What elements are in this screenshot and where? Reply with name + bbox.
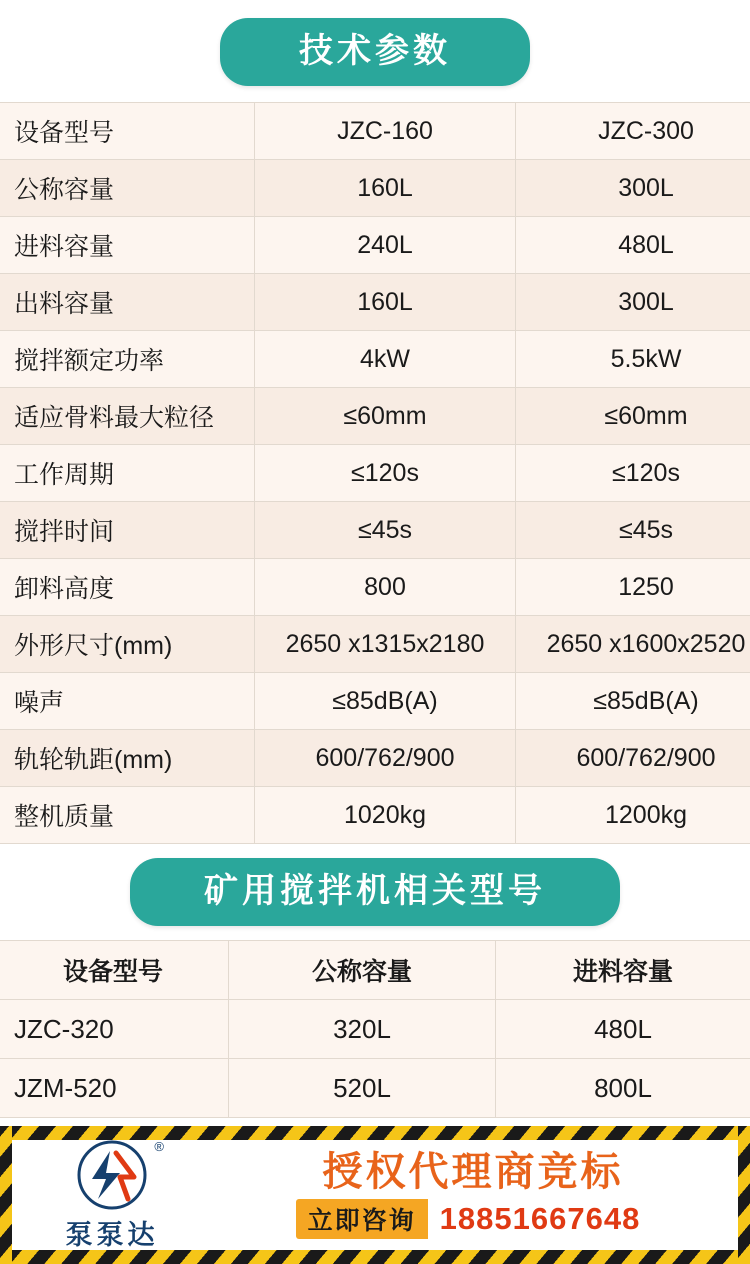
spec-value-col1: 160L (255, 160, 516, 217)
spec-value-col1: ≤45s (255, 502, 516, 559)
related-table-head (0, 941, 750, 1000)
consult-now-button[interactable]: 立即咨询 (296, 1199, 428, 1239)
spec-value-col1: 4kW (255, 331, 516, 388)
spec-label: 整机质量 (0, 787, 255, 844)
spec-value-col2: 300L (516, 160, 750, 217)
spec-label: 卸料高度 (0, 559, 255, 616)
related-nominal: 520L (229, 1059, 496, 1118)
spec-value-col2: 1250 (516, 559, 750, 616)
spec-value-col2: 480L (516, 217, 750, 274)
spec-value-col2: 1200kg (516, 787, 750, 844)
registered-trademark-icon: ® (154, 1138, 164, 1154)
footer-banner (0, 1126, 750, 1264)
hazard-stripe-right (738, 1126, 750, 1264)
spec-value-col1: ≤120s (255, 445, 516, 502)
table-row (0, 160, 750, 217)
table-header-row (0, 941, 750, 1000)
spec-table (0, 102, 750, 844)
related-title-wrap (0, 844, 750, 926)
hazard-stripe-left (0, 1126, 12, 1264)
column-header-feed: 进料容量 (496, 941, 750, 1000)
promo-block (210, 1151, 736, 1239)
spec-label: 搅拌额定功率 (0, 331, 255, 388)
table-row (0, 616, 750, 673)
spec-value-col2: 300L (516, 274, 750, 331)
table-row (0, 274, 750, 331)
table-row (0, 103, 750, 160)
spec-value-col1: 800 (255, 559, 516, 616)
table-row (0, 787, 750, 844)
spec-value-col1: JZC-160 (255, 103, 516, 160)
spec-label: 公称容量 (0, 160, 255, 217)
related-model: JZC-320 (0, 1000, 229, 1059)
spec-value-col1: 240L (255, 217, 516, 274)
column-header-nominal: 公称容量 (229, 941, 496, 1000)
spec-label: 设备型号 (0, 103, 255, 160)
spec-label: 工作周期 (0, 445, 255, 502)
table-row (0, 445, 750, 502)
spec-value-col2: ≤120s (516, 445, 750, 502)
spec-label: 出料容量 (0, 274, 255, 331)
spec-section-title: 技术参数 (220, 18, 530, 86)
spec-value-col1: ≤85dB(A) (255, 673, 516, 730)
related-table-body (0, 1000, 750, 1118)
column-header-model: 设备型号 (0, 941, 229, 1000)
brand-emblem-icon (76, 1138, 164, 1211)
spec-value-col2: ≤60mm (516, 388, 750, 445)
spec-value-col2: ≤85dB(A) (516, 673, 750, 730)
spec-value-col1: 2650 x1315x2180 (255, 616, 516, 673)
brand-logo (14, 1138, 210, 1250)
spec-value-col2: 600/762/900 (516, 730, 750, 787)
spec-value-col1: 160L (255, 274, 516, 331)
spec-value-col1: 1020kg (255, 787, 516, 844)
spec-value-col2: 5.5kW (516, 331, 750, 388)
spec-label: 噪声 (0, 673, 255, 730)
spec-value-col1: ≤60mm (255, 388, 516, 445)
table-row (0, 331, 750, 388)
brand-name: 泵泵达 (65, 1219, 159, 1250)
spec-value-col2: ≤45s (516, 502, 750, 559)
spec-value-col1: 600/762/900 (255, 730, 516, 787)
promo-headline: 授权代理商竞标 (322, 1150, 624, 1194)
related-feed: 800L (496, 1059, 750, 1118)
spec-label: 进料容量 (0, 217, 255, 274)
table-row (0, 388, 750, 445)
table-row (0, 1000, 750, 1059)
cta-row[interactable] (296, 1199, 651, 1239)
table-row (0, 730, 750, 787)
spec-label: 轨轮轨距(mm) (0, 730, 255, 787)
spec-title-wrap (0, 0, 750, 86)
footer-content (14, 1138, 736, 1250)
table-row (0, 502, 750, 559)
related-model: JZM-520 (0, 1059, 229, 1118)
table-row (0, 217, 750, 274)
related-section-title: 矿用搅拌机相关型号 (130, 858, 620, 926)
related-feed: 480L (496, 1000, 750, 1059)
spec-label: 搅拌时间 (0, 502, 255, 559)
spec-value-col2: JZC-300 (516, 103, 750, 160)
related-models-table (0, 940, 750, 1118)
phone-number[interactable]: 18851667648 (428, 1199, 651, 1239)
hazard-stripe-bottom (10, 1250, 740, 1264)
related-nominal: 320L (229, 1000, 496, 1059)
spec-value-col2: 2650 x1600x2520 (516, 616, 750, 673)
spec-label: 适应骨料最大粒径 (0, 388, 255, 445)
spec-table-body (0, 103, 750, 844)
spec-label: 外形尺寸(mm) (0, 616, 255, 673)
table-row (0, 673, 750, 730)
table-row (0, 1059, 750, 1118)
table-row (0, 559, 750, 616)
